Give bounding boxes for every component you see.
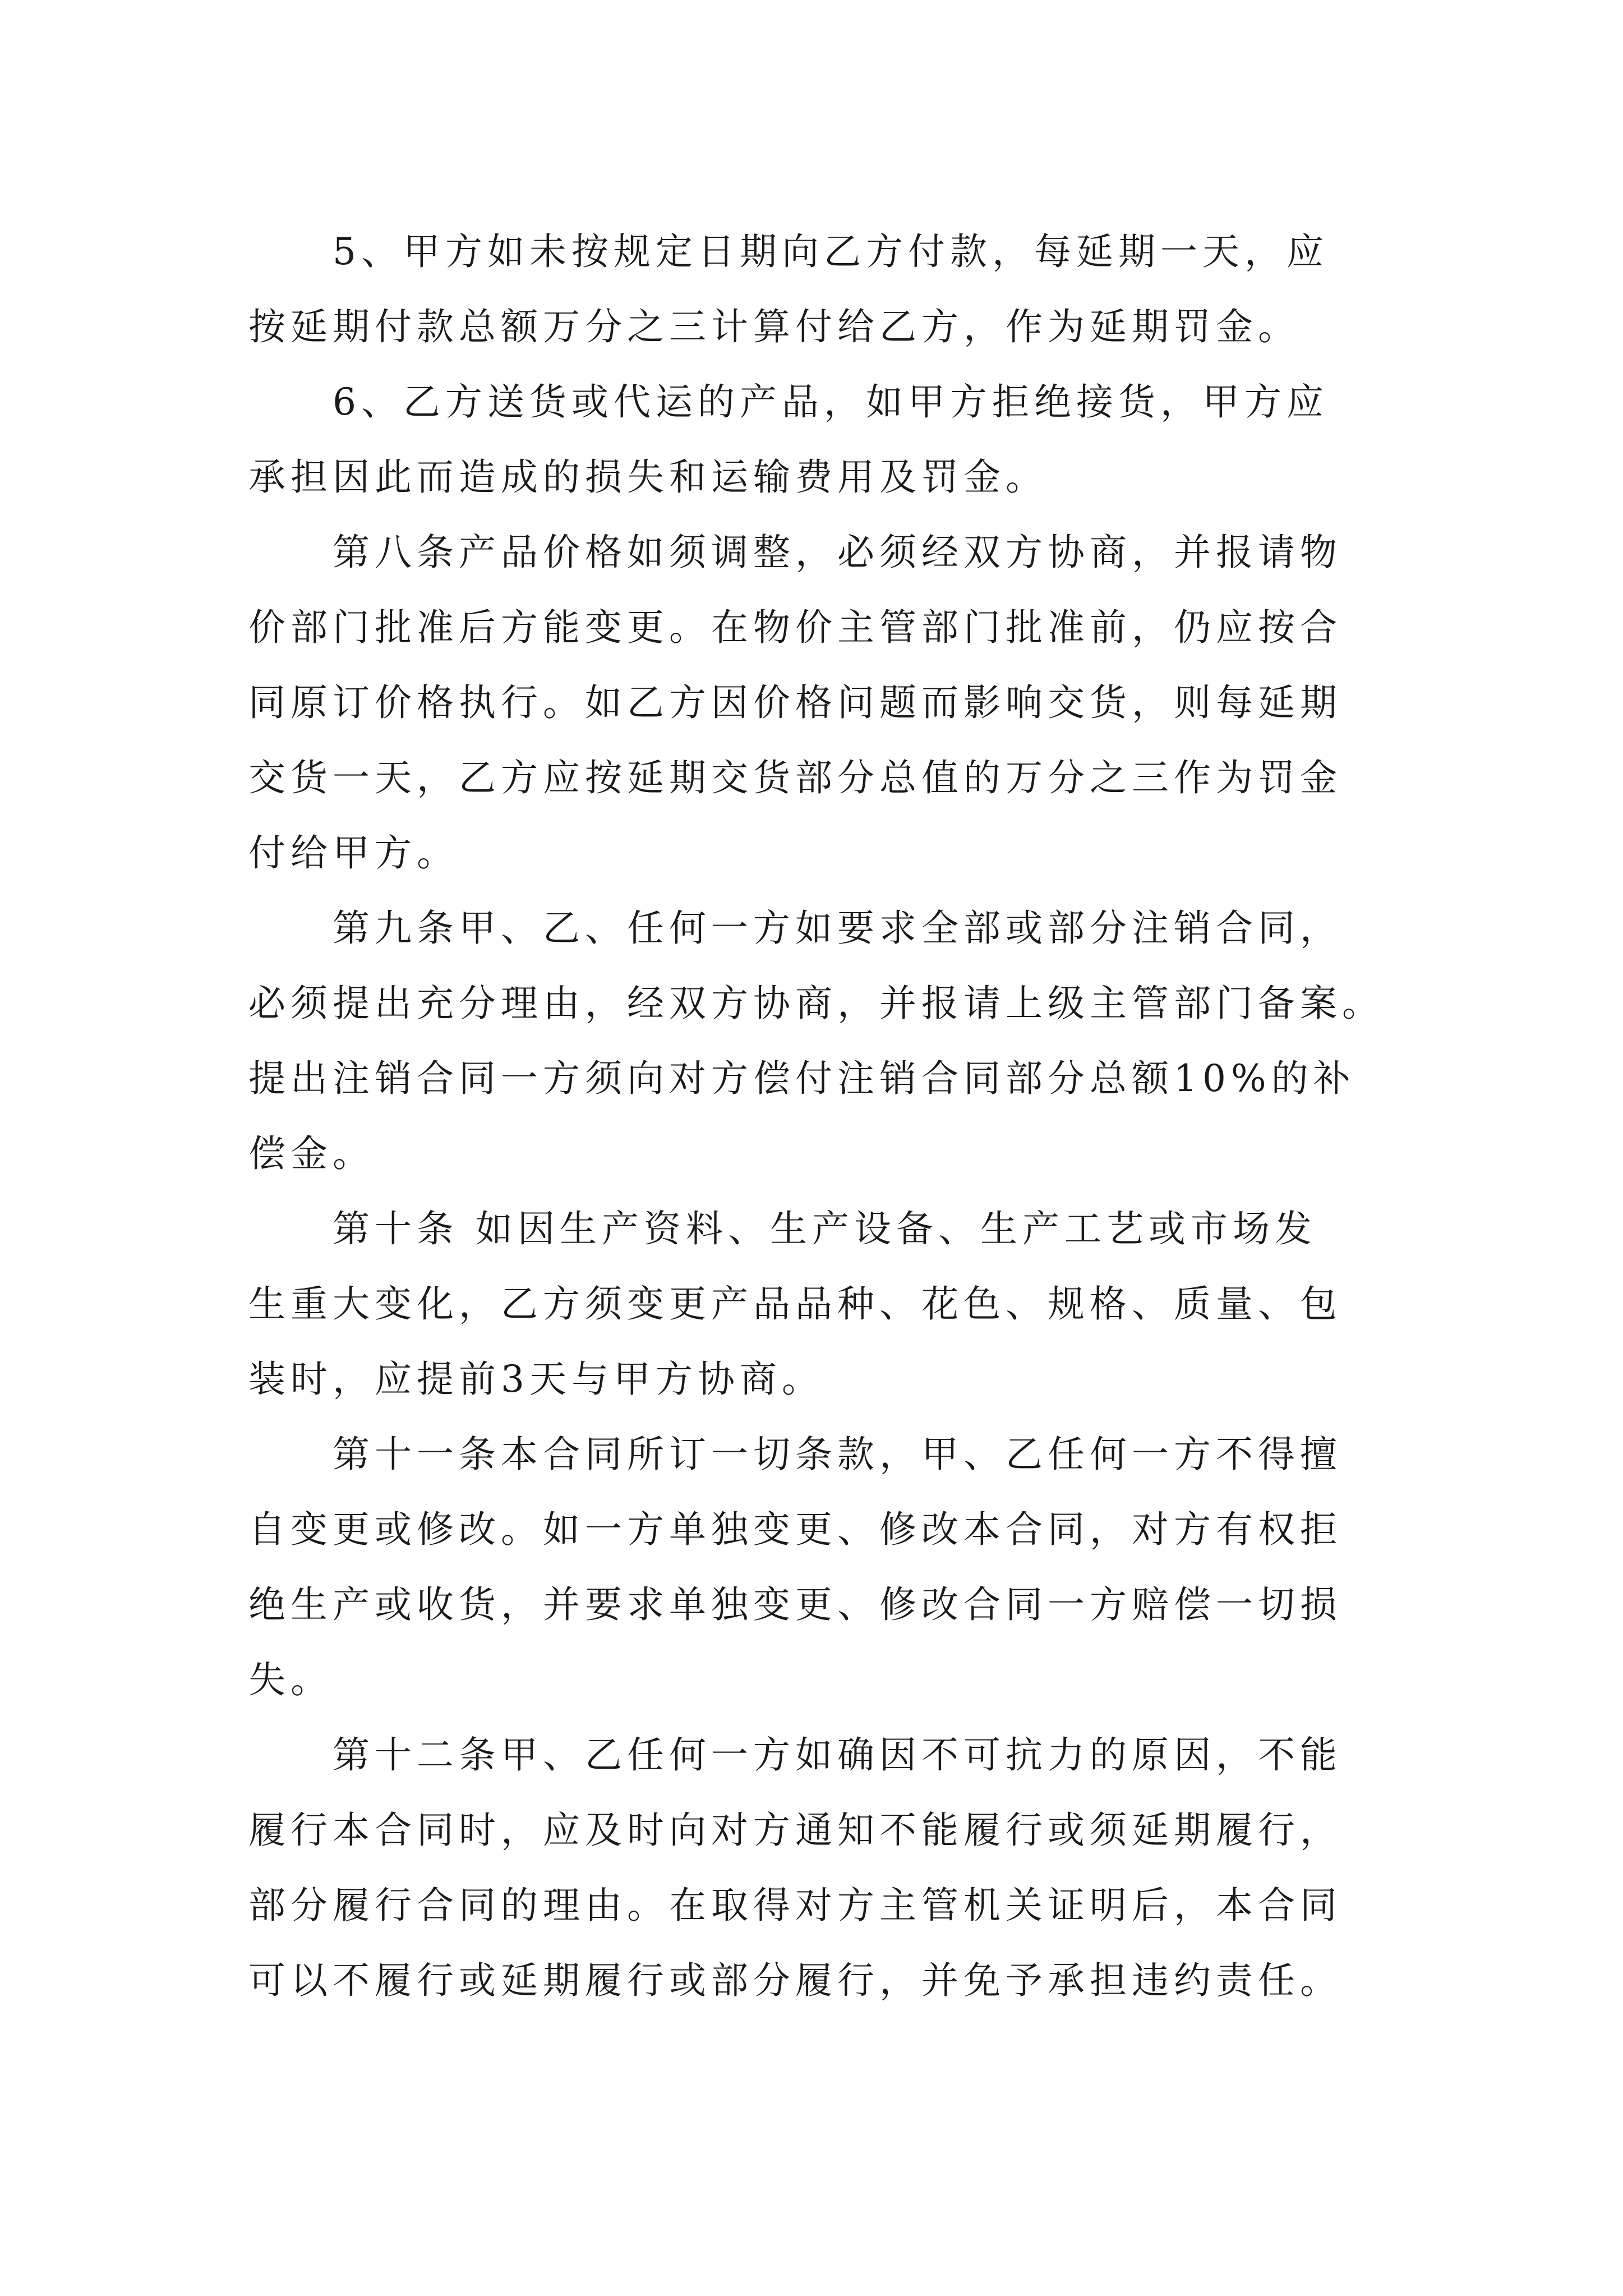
text-line: 可以不履行或延期履行或部分履行，并免予承担违约责任。 (248, 1959, 1342, 2002)
text-line: 承担因此而造成的损失和运输费用及罚金。 (248, 455, 1048, 499)
text-line: 部分履行合同的理由。在取得对方主管机关证明后，本合同 (248, 1884, 1342, 1927)
text-line: 偿金。 (248, 1132, 375, 1175)
paragraph-refuse-delivery (248, 365, 1398, 515)
text-line: 履行本合同时，应及时向对方通知不能履行或须延期履行， (248, 1809, 1342, 1852)
paragraph-article-12 (248, 1718, 1398, 2018)
text-line: 绝生产或收货，并要求单独变更、修改合同一方赔偿一切损 (248, 1583, 1342, 1626)
text-line: 价部门批准后方能变更。在物价主管部门批准前，仍应按合 (248, 606, 1342, 649)
text-line: 自变更或修改。如一方单独变更、修改本合同，对方有权拒 (248, 1508, 1342, 1551)
paragraph-payment-penalty (248, 214, 1398, 365)
text-line: 同原订价格执行。如乙方因价格问题而影响交货，则每延期 (248, 681, 1342, 724)
paragraph-article-8 (248, 515, 1398, 891)
text-line: 5、甲方如未按规定日期向乙方付款，每延期一天，应 (333, 230, 1329, 273)
paragraph-article-11 (248, 1417, 1398, 1718)
text-line: 第十一条本合同所订一切条款，甲、乙任何一方不得擅 (333, 1433, 1342, 1476)
paragraph-article-10 (248, 1191, 1398, 1417)
text-line: 按延期付款总额万分之三计算付给乙方，作为延期罚金。 (248, 305, 1300, 348)
text-line: 第九条甲、乙、任何一方如要求全部或部分注销合同， (333, 907, 1342, 950)
text-line: 第八条产品价格如须调整，必须经双方协商，并报请物 (333, 531, 1342, 574)
text-line: 第十二条甲、乙任何一方如确因不可抗力的原因，不能 (333, 1733, 1342, 1777)
contract-text (248, 214, 1398, 2018)
text-line: 装时，应提前3天与甲方协商。 (248, 1358, 824, 1401)
text-line: 交货一天，乙方应按延期交货部分总值的万分之三作为罚金 (248, 756, 1342, 799)
text-line: 第十条 如因生产资料、生产设备、生产工艺或市场发 (333, 1207, 1317, 1250)
text-line: 6、乙方送货或代运的产品，如甲方拒绝接货，甲方应 (333, 380, 1329, 424)
text-line: 提出注销合同一方须向对方偿付注销合同部分总额10%的补 (248, 1057, 1355, 1100)
text-line: 失。 (248, 1658, 333, 1701)
paragraph-article-9 (248, 891, 1398, 1191)
text-line: 必须提出充分理由，经双方协商，并报请上级主管部门备案。 (248, 982, 1384, 1025)
text-line: 生重大变化，乙方须变更产品品种、花色、规格、质量、包 (248, 1282, 1342, 1326)
text-line: 付给甲方。 (248, 831, 459, 875)
